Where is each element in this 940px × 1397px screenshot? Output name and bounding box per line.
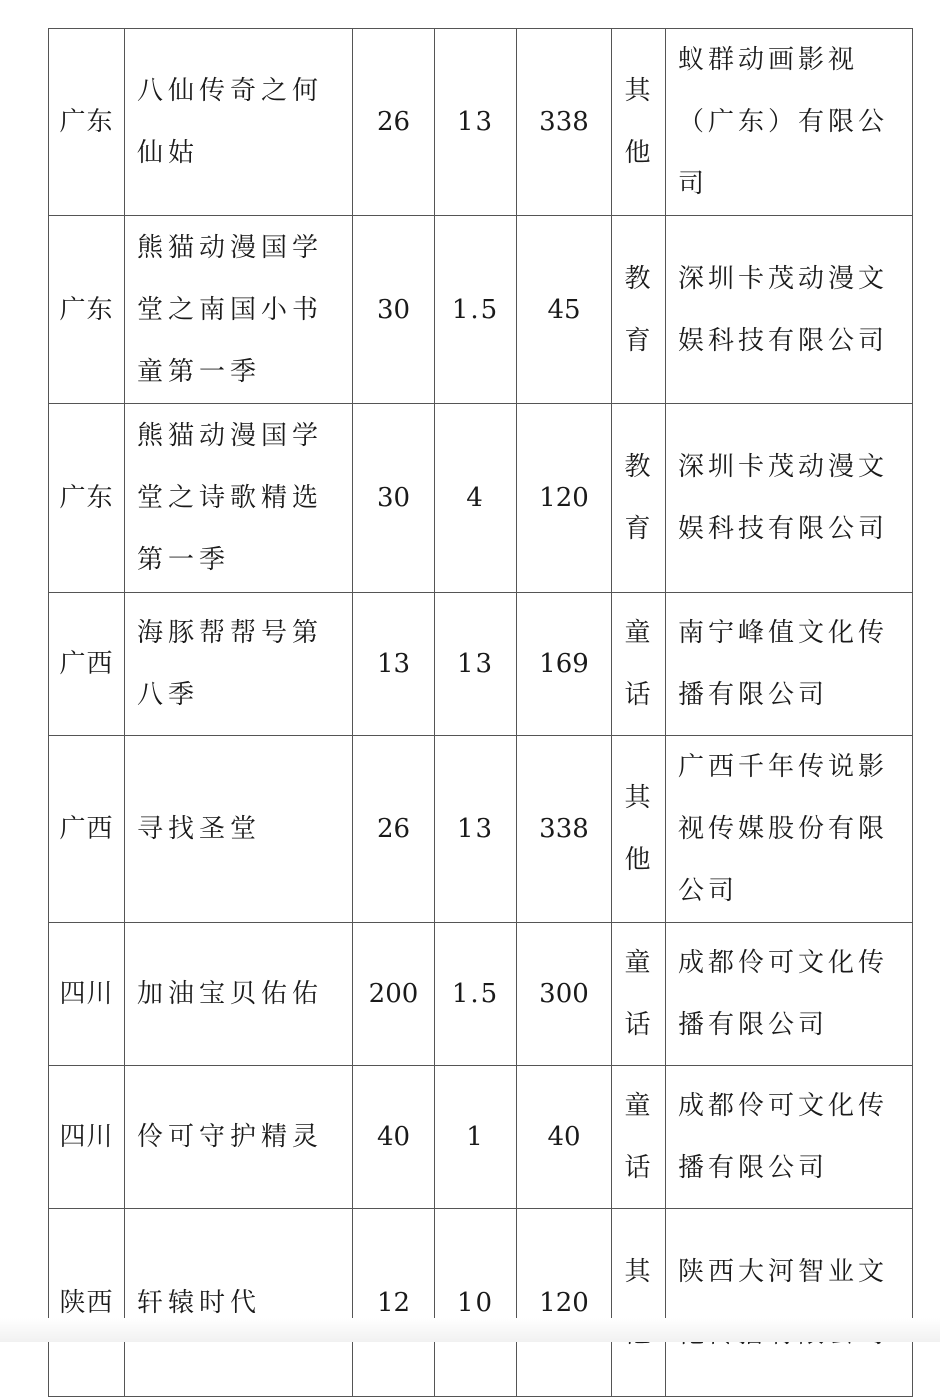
company-cell: 蚁群动画影视（广东）有限公司 bbox=[666, 29, 913, 216]
episodes-cell: 30 bbox=[353, 216, 435, 404]
type-text: 教育 bbox=[624, 263, 651, 356]
type-text: 其 bbox=[624, 1256, 651, 1287]
region-cell: 陕西 bbox=[49, 1209, 125, 1397]
type-text: 童话 bbox=[624, 1091, 651, 1183]
minutes-cell: 10 bbox=[435, 1209, 517, 1397]
table-row bbox=[49, 404, 913, 593]
minutes-cell: 1.5 bbox=[435, 923, 517, 1066]
company-cell: 深圳卡茂动漫文娱科技有限公司 bbox=[666, 404, 913, 593]
type-cell bbox=[612, 29, 666, 216]
type-cell bbox=[612, 1066, 666, 1209]
table-row bbox=[49, 593, 913, 736]
type-text: 童话 bbox=[624, 948, 651, 1040]
type-text: 其他 bbox=[624, 783, 651, 875]
table-row bbox=[49, 923, 913, 1066]
type-cell bbox=[612, 923, 666, 1066]
type-text: 童话 bbox=[624, 618, 651, 710]
type-cell bbox=[612, 1209, 666, 1397]
type-cell bbox=[612, 216, 666, 404]
episodes-cell: 200 bbox=[353, 923, 435, 1066]
company-cell: 南宁峰值文化传播有限公司 bbox=[666, 593, 913, 736]
minutes-cell: 4 bbox=[435, 404, 517, 593]
title-cell: 熊猫动漫国学堂之诗歌精选第一季 bbox=[125, 404, 353, 593]
total-cell: 169 bbox=[517, 593, 612, 736]
title-cell: 加油宝贝佑佑 bbox=[125, 923, 353, 1066]
type-text: 教育 bbox=[624, 452, 651, 544]
table-row bbox=[49, 29, 913, 216]
table-row bbox=[49, 1209, 913, 1397]
episodes-cell: 13 bbox=[353, 593, 435, 736]
episodes-cell: 26 bbox=[353, 736, 435, 923]
type-cell bbox=[612, 736, 666, 923]
table-row bbox=[49, 1066, 913, 1209]
minutes-cell: 13 bbox=[435, 736, 517, 923]
title-cell: 八仙传奇之何仙姑 bbox=[125, 29, 353, 216]
total-cell: 300 bbox=[517, 923, 612, 1066]
minutes-cell: 13 bbox=[435, 29, 517, 216]
type-cell bbox=[612, 593, 666, 736]
total-cell: 120 bbox=[517, 1209, 612, 1397]
region-cell: 广西 bbox=[49, 736, 125, 923]
total-cell: 120 bbox=[517, 404, 612, 593]
region-cell: 广西 bbox=[49, 593, 125, 736]
company-cell: 成都伶可文化传播有限公司 bbox=[666, 1066, 913, 1209]
company-cell: 广西千年传说影视传媒股份有限公司 bbox=[666, 736, 913, 923]
minutes-cell: 1.5 bbox=[435, 216, 517, 404]
page-bottom-shadow bbox=[0, 1318, 940, 1342]
animation-table bbox=[48, 28, 913, 1397]
episodes-cell: 30 bbox=[353, 404, 435, 593]
episodes-cell: 12 bbox=[353, 1209, 435, 1397]
company-cell: 深圳卡茂动漫文娱科技有限公司 bbox=[666, 216, 913, 404]
company-cell: 陕西大河智业文 bbox=[666, 1209, 913, 1397]
minutes-cell: 13 bbox=[435, 593, 517, 736]
title-cell: 寻找圣堂 bbox=[125, 736, 353, 923]
type-text: 其他 bbox=[624, 76, 651, 168]
title-cell: 海豚帮帮号第八季 bbox=[125, 593, 353, 736]
region-cell: 广东 bbox=[49, 404, 125, 593]
episodes-cell: 26 bbox=[353, 29, 435, 216]
table-row bbox=[49, 216, 913, 404]
episodes-cell: 40 bbox=[353, 1066, 435, 1209]
region-cell: 广东 bbox=[49, 29, 125, 216]
total-cell: 45 bbox=[517, 216, 612, 404]
minutes-cell: 1 bbox=[435, 1066, 517, 1209]
title-cell: 伶可守护精灵 bbox=[125, 1066, 353, 1209]
title-cell: 轩辕时代 bbox=[125, 1209, 353, 1397]
total-cell: 338 bbox=[517, 29, 612, 216]
type-cell bbox=[612, 404, 666, 593]
title-cell: 熊猫动漫国学堂之南国小书童第一季 bbox=[125, 216, 353, 404]
table-row bbox=[49, 736, 913, 923]
region-cell: 广东 bbox=[49, 216, 125, 404]
total-cell: 40 bbox=[517, 1066, 612, 1209]
region-cell: 四川 bbox=[49, 1066, 125, 1209]
region-cell: 四川 bbox=[49, 923, 125, 1066]
company-cell: 成都伶可文化传播有限公司 bbox=[666, 923, 913, 1066]
total-cell: 338 bbox=[517, 736, 612, 923]
